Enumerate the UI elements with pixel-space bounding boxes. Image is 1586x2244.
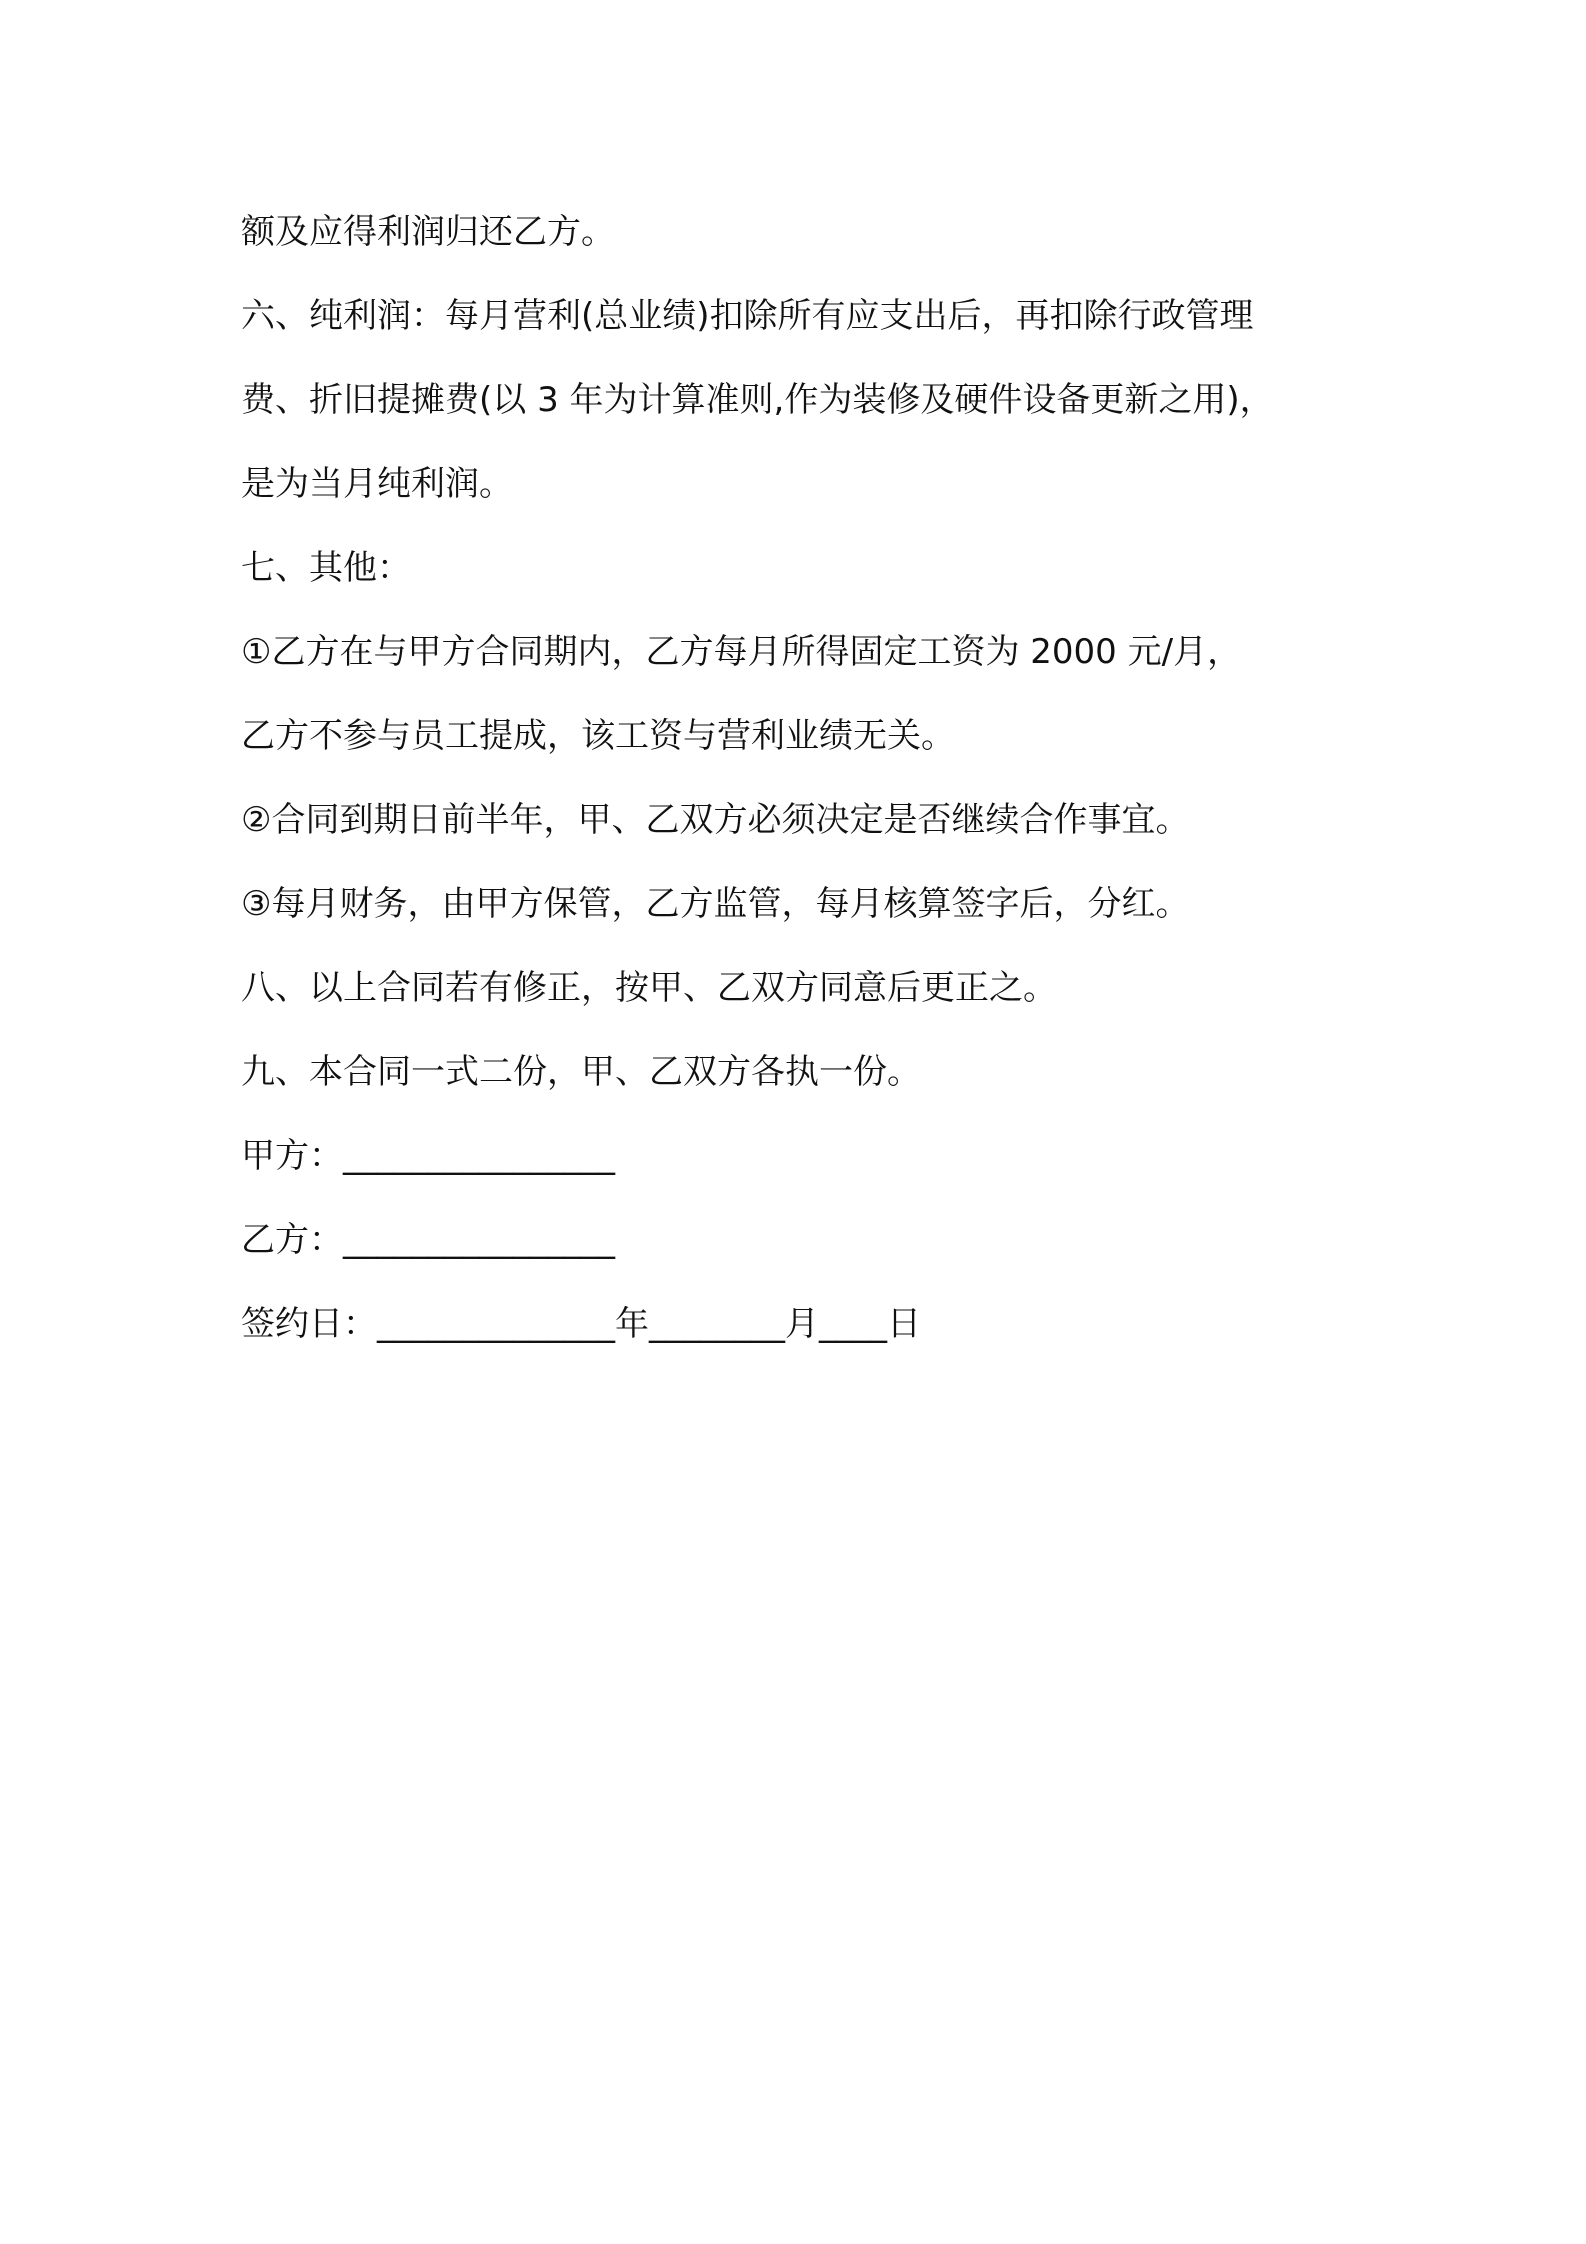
clause-7-item-2: ②合同到期日前半年，甲、乙双方必须决定是否继续合作事宜。 <box>241 800 1190 840</box>
party-a-signature-line: 甲方：________________ <box>241 1136 615 1176</box>
contract-body <box>241 196 1371 1372</box>
text-line: 费、折旧提摊费(以 3 年为计算准则,作为装修及硬件设备更新之用)， <box>241 380 1274 420</box>
text-line: 乙方不参与员工提成，该工资与营利业绩无关。 <box>241 716 955 756</box>
clause-9-copies: 九、本合同一式二份，甲、乙双方各执一份。 <box>241 1052 921 1092</box>
signing-date-line: 签约日：______________年________月____日 <box>241 1304 921 1344</box>
clause-6-net-profit: 六、纯利润：每月营利(总业绩)扣除所有应支出后，再扣除行政管理 <box>241 296 1254 336</box>
text-line: 是为当月纯利润。 <box>241 464 513 504</box>
clause-7-item-3: ③每月财务，由甲方保管，乙方监管，每月核算签字后，分红。 <box>241 884 1190 924</box>
text-line: 额及应得利润归还乙方。 <box>241 212 615 252</box>
clause-7-item-1: ①乙方在与甲方合同期内，乙方每月所得固定工资为 2000 元/月， <box>241 632 1242 672</box>
clause-8-amendment: 八、以上合同若有修正，按甲、乙双方同意后更正之。 <box>241 968 1057 1008</box>
clause-7-other: 七、其他： <box>241 548 411 588</box>
party-b-signature-line: 乙方：________________ <box>241 1220 615 1260</box>
